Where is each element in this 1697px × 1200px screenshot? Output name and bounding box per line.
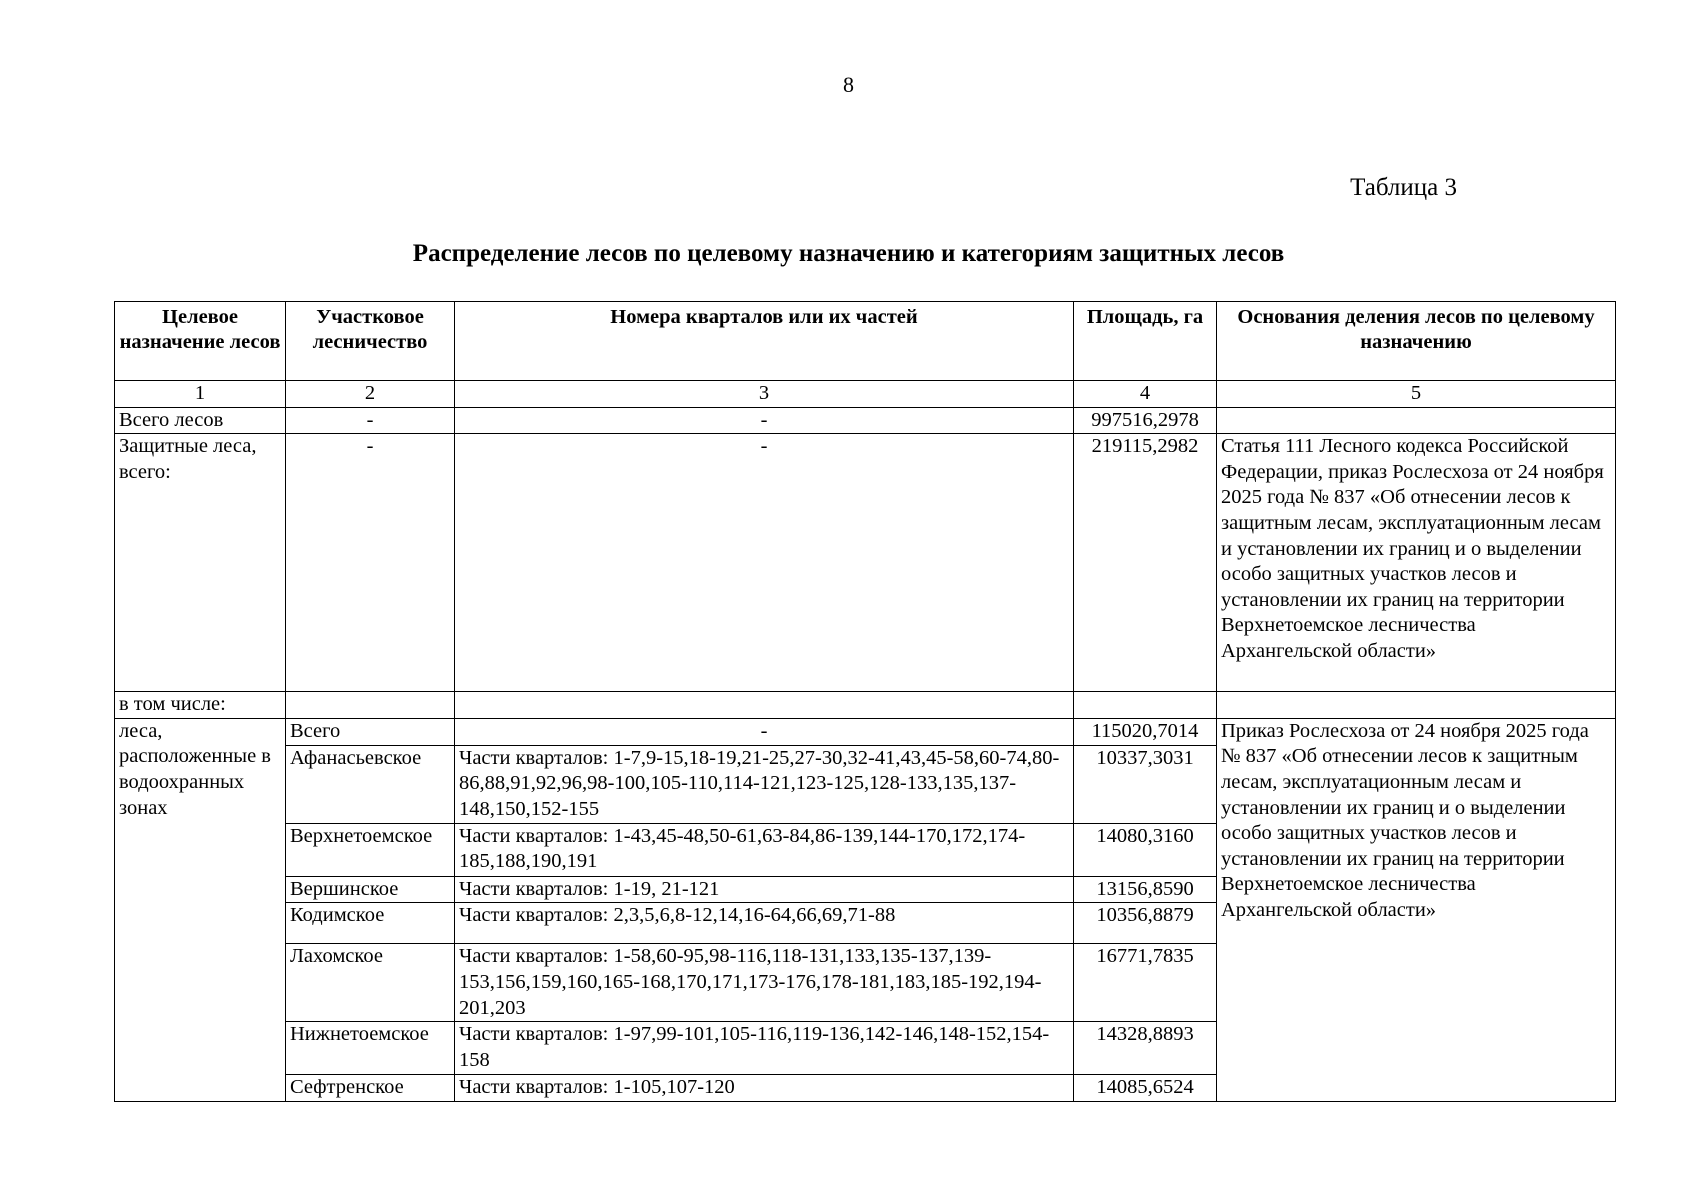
area-cell: 997516,2978	[1074, 407, 1217, 434]
column-number: 4	[1074, 381, 1217, 408]
area-cell: 14328,8893	[1074, 1022, 1217, 1075]
area-cell: 115020,7014	[1074, 718, 1217, 745]
forestry-cell: Вершинское	[286, 876, 455, 903]
page-number: 8	[843, 72, 854, 97]
area-cell: 10337,3031	[1074, 745, 1217, 823]
header-quarters: Номера кварталов или их частей	[455, 302, 1074, 381]
column-number-row	[115, 381, 1616, 408]
basis-cell	[1217, 692, 1616, 719]
forestry-cell: Верхнетоемское	[286, 823, 455, 876]
forestry-cell: -	[286, 407, 455, 434]
forestry-cell	[286, 692, 455, 719]
quarters-cell: -	[455, 434, 1074, 692]
basis-cell	[1217, 407, 1616, 434]
forestry-cell: -	[286, 434, 455, 692]
area-cell: 14085,6524	[1074, 1075, 1217, 1102]
forestry-cell: Лахомское	[286, 944, 455, 1022]
table-row-protective	[115, 434, 1616, 692]
header-purpose: Целевое назначение лесов	[115, 302, 286, 381]
table-row-including	[115, 692, 1616, 719]
quarters-cell: Части кварталов: 1-58,60-95,98-116,118-131,133,135-137,139-153,156,159,160,165-168,170,171,173-176,178-181,183,185-192,194-201,203	[455, 944, 1074, 1022]
purpose-cell: Защитные леса, всего:	[115, 434, 286, 692]
purpose-cell: Всего лесов	[115, 407, 286, 434]
area-cell: 10356,8879	[1074, 903, 1217, 944]
table-header-row	[115, 302, 1616, 381]
forestry-cell: Кодимское	[286, 903, 455, 944]
header-basis: Основания деления лесов по целевому назначению	[1217, 302, 1616, 381]
table-row-total	[115, 407, 1616, 434]
quarters-cell: Части кварталов: 1-7,9-15,18-19,21-25,27-30,32-41,43,45-58,60-74,80-86,88,91,92,96,98-100,105-110,114-121,123-125,128-133,135,137-148,150,152-155	[455, 745, 1074, 823]
basis-cell: Статья 111 Лесного кодекса Российской Федерации, приказ Рослесхоза от 24 ноября 2025 года № 837 «Об отнесении лесов к защитным лесам, эксплуатационным лесам и установлении их границ и о выделении особо защитных участков лесов и установлении их границ на территории Верхнетоемское лесничества Архангельской области»	[1217, 434, 1616, 692]
header-area: Площадь, га	[1074, 302, 1217, 381]
forest-distribution-table	[114, 301, 1616, 1102]
quarters-cell: Части кварталов: 1-105,107-120	[455, 1075, 1074, 1102]
forestry-cell: Нижнетоемское	[286, 1022, 455, 1075]
column-number: 3	[455, 381, 1074, 408]
area-cell: 14080,3160	[1074, 823, 1217, 876]
basis-cell: Приказ Рослесхоза от 24 ноября 2025 года № 837 «Об отнесении лесов к защитным лесам, эксплуатационным лесам и установлении их границ и о выделении особо защитных участков лесов и установлении их границ на территории Верхнетоемское лесничества Архангельской области»	[1217, 718, 1616, 1101]
area-cell: 13156,8590	[1074, 876, 1217, 903]
quarters-cell	[455, 692, 1074, 719]
table-row	[115, 718, 1616, 745]
purpose-cell: леса, расположенные в водоохранных зонах	[115, 718, 286, 1101]
column-number: 2	[286, 381, 455, 408]
forestry-cell: Всего	[286, 718, 455, 745]
quarters-cell: Части кварталов: 1-43,45-48,50-61,63-84,86-139,144-170,172,174-185,188,190,191	[455, 823, 1074, 876]
quarters-cell: Части кварталов: 1-97,99-101,105-116,119-136,142-146,148-152,154-158	[455, 1022, 1074, 1075]
table-label: Таблица 3	[1350, 174, 1457, 201]
forestry-cell: Сефтренское	[286, 1075, 455, 1102]
purpose-cell: в том числе:	[115, 692, 286, 719]
forestry-cell: Афанасьевское	[286, 745, 455, 823]
document-title: Распределение лесов по целевому назначению и категориям защитных лесов	[412, 240, 1285, 267]
quarters-cell: Части кварталов: 2,3,5,6,8-12,14,16-64,66,69,71-88	[455, 903, 1074, 944]
column-number: 5	[1217, 381, 1616, 408]
quarters-cell: -	[455, 718, 1074, 745]
quarters-cell: -	[455, 407, 1074, 434]
area-cell: 219115,2982	[1074, 434, 1217, 692]
column-number: 1	[115, 381, 286, 408]
quarters-cell: Части кварталов: 1-19, 21-121	[455, 876, 1074, 903]
area-cell: 16771,7835	[1074, 944, 1217, 1022]
header-forestry: Участковое лесничество	[286, 302, 455, 381]
area-cell	[1074, 692, 1217, 719]
